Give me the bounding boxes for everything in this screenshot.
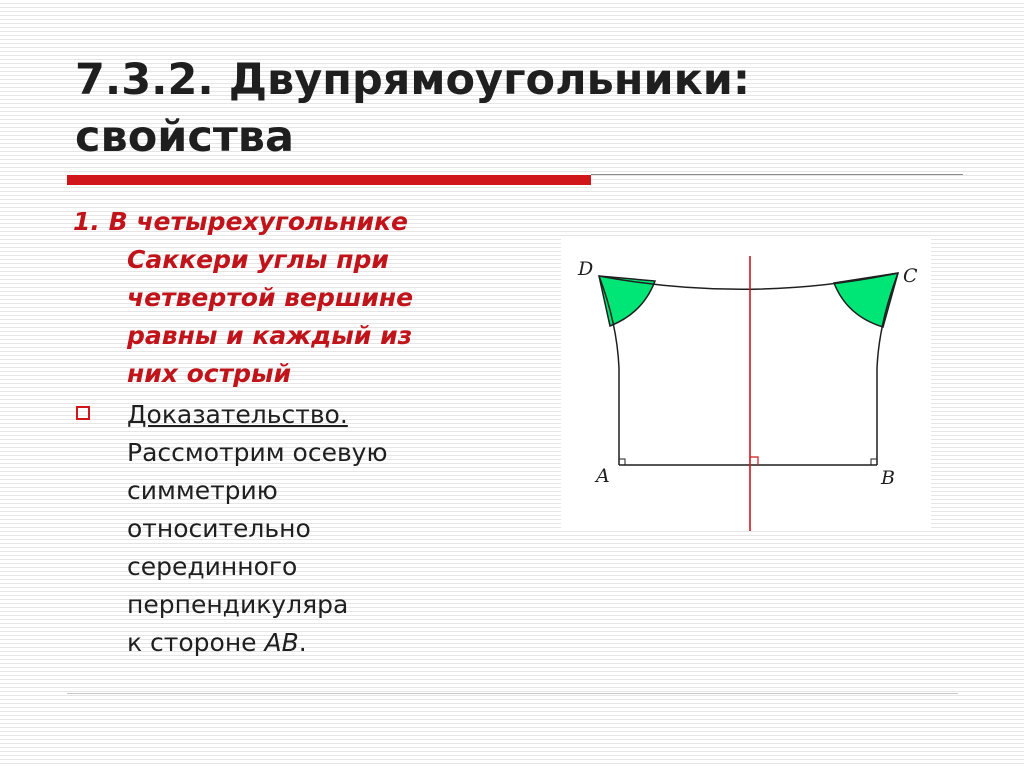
statement-number: 1.	[73, 207, 100, 236]
proof-line6-suffix: .	[298, 628, 307, 657]
title-underline-thin	[591, 174, 963, 175]
right-angle-mark-a	[619, 459, 625, 465]
proof-line2: симметрию	[127, 476, 278, 505]
vertex-label-d: D	[578, 258, 594, 280]
slide-title-line2: свойства	[75, 112, 295, 162]
proof-text	[127, 396, 527, 662]
proof-line3: относительно	[127, 514, 311, 543]
right-angle-mark-axis	[750, 457, 758, 465]
statement-line2: Саккери углы при	[127, 245, 389, 274]
statement-text	[73, 203, 557, 393]
slide-title-line1: 7.3.2. Двупрямоугольники:	[75, 55, 751, 105]
proof-line1: Рассмотрим осевую	[127, 438, 388, 467]
figure-canvas	[561, 238, 931, 531]
saccheri-quadrilateral-figure	[561, 238, 931, 531]
proof-line6-prefix: к стороне	[127, 628, 265, 657]
slide-title	[75, 52, 975, 166]
vertex-label-c: C	[903, 265, 918, 287]
proof-title: Доказательство.	[127, 400, 348, 429]
footer-divider	[67, 693, 958, 694]
vertex-label-b: B	[881, 467, 895, 489]
proof-line5: перпендикуляра	[127, 590, 349, 619]
right-angle-mark-b	[871, 459, 877, 465]
title-underline-accent	[67, 175, 591, 185]
statement-line3: четвертой вершине	[127, 283, 414, 312]
proof-line6-side: AB	[264, 628, 299, 657]
proof-line4: серединного	[127, 552, 298, 581]
square-bullet-icon	[76, 406, 90, 420]
statement-line4: равны и каждый из	[127, 321, 413, 350]
statement-line1: В четырехугольнике	[108, 207, 408, 236]
vertex-label-a: A	[596, 465, 610, 487]
statement-line5: них острый	[127, 359, 292, 388]
